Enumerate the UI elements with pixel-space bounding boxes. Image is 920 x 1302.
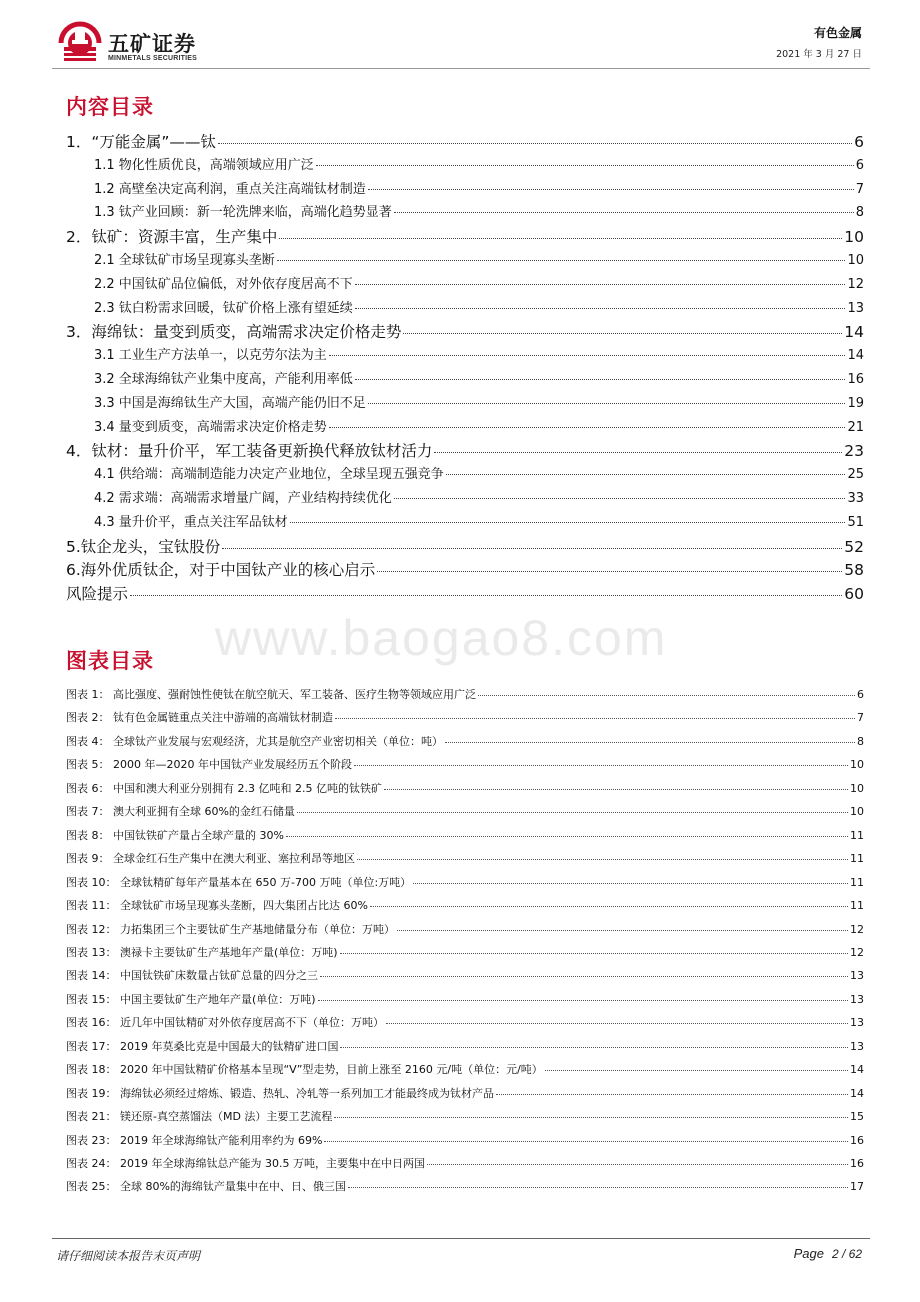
figure-entry[interactable]	[66, 733, 864, 751]
figure-entry-label: 图表 18： 2020 年中国钛精矿价格基本呈现“V”型走势，目前上涨至 2160 元/吨（单位：元/吨）	[66, 1063, 543, 1077]
dot-leader	[222, 548, 842, 549]
toc-entry-label: 3．海绵钛：量变到质变，高端需求决定价格走势	[66, 323, 402, 342]
dot-leader	[368, 403, 846, 404]
dot-leader	[297, 812, 848, 813]
toc-entry-page: 60	[844, 585, 864, 604]
toc-entry-label: 5.钛企龙头，宝钛股份	[66, 537, 221, 556]
dot-leader	[355, 284, 846, 285]
dot-leader	[445, 742, 855, 743]
figure-entry-label: 图表 21： 镁还原-真空蒸馏法（MD 法）主要工艺流程	[66, 1110, 333, 1124]
page-word: Page	[793, 1246, 824, 1261]
dot-leader	[316, 165, 854, 166]
toc-entry-label: 3.2 全球海绵钛产业集中度高，产能利用率低	[94, 372, 353, 387]
figure-entry-page: 11	[850, 828, 864, 842]
figure-entry-label: 图表 4： 全球钛产业发展与宏观经济，尤其是航空产业密切相关（单位：吨）	[66, 734, 443, 748]
toc-entry-page: 12	[847, 276, 864, 292]
figure-entry-label: 图表 12： 力拓集团三个主要钛矿生产基地储量分布（单位：万吨）	[66, 922, 395, 936]
dot-leader	[335, 718, 855, 719]
dot-leader	[286, 836, 848, 837]
toc-entry-label: 2．钛矿：资源丰富，生产集中	[66, 228, 278, 247]
figure-entry-page: 13	[850, 992, 864, 1006]
figure-entry-label: 图表 10： 全球钛精矿每年产量基本在 650 万-700 万吨（单位:万吨）	[66, 875, 412, 889]
industry-label: 有色金属	[813, 26, 862, 40]
dot-leader	[384, 789, 848, 790]
toc-entry-page: 23	[844, 442, 864, 461]
figure-entry-page: 11	[850, 852, 864, 866]
dot-leader	[397, 930, 848, 931]
dot-leader	[368, 189, 854, 190]
toc-entry-section[interactable]	[94, 487, 864, 507]
figure-entry-page: 11	[850, 875, 864, 889]
toc-entry-page: 33	[847, 491, 864, 506]
dot-leader	[496, 1094, 848, 1095]
figure-entry[interactable]	[66, 709, 864, 727]
footer-divider	[52, 1238, 870, 1239]
figure-entry[interactable]	[66, 944, 864, 962]
figure-entry-label: 图表 5： 2000 年—2020 年中国钛产业发展经历五个阶段	[66, 758, 352, 772]
toc-entry-section[interactable]	[94, 511, 864, 531]
dot-leader	[355, 308, 846, 309]
toc-entry-label: 1.1 物化性质优良，高端领域应用广泛	[94, 157, 314, 173]
dot-leader	[329, 427, 846, 428]
figure-entry-label: 图表 9： 全球金红石生产集中在澳大利亚、塞拉利昂等地区	[66, 852, 355, 866]
figure-entry[interactable]	[66, 756, 864, 774]
figure-entry-page: 6	[857, 688, 864, 701]
toc-entry-chapter[interactable]	[66, 225, 864, 247]
toc-entry-page: 14	[844, 323, 864, 342]
dot-leader	[394, 212, 854, 213]
toc-entry-label: 2.2 中国钛矿品位偏低，对外依存度居高不下	[94, 276, 353, 292]
dot-leader	[130, 595, 842, 596]
figure-entry[interactable]	[66, 897, 864, 915]
dot-leader	[394, 498, 846, 499]
figure-entry-page: 10	[850, 758, 864, 772]
figure-entry-page: 10	[850, 781, 864, 795]
page-number: 2 / 62	[831, 1247, 862, 1261]
figure-entry-label: 图表 11： 全球钛矿市场呈现寡头垄断，四大集团占比达 60%	[66, 899, 368, 913]
toc-entry-page: 25	[847, 467, 864, 483]
figure-entry-page: 16	[850, 1133, 864, 1147]
figure-entry-label: 图表 14： 中国钛铁矿床数量占钛矿总量的四分之三	[66, 969, 318, 983]
dot-leader	[290, 522, 846, 523]
dot-leader	[329, 355, 846, 356]
dot-leader	[320, 976, 848, 977]
toc-entry-label: 3.3 中国是海绵钛生产大国，高端产能仍旧不足	[94, 395, 366, 411]
figure-entry-label: 图表 13： 澳禄卡主要钛矿生产基地年产量(单位：万吨)	[66, 945, 338, 959]
figure-entry-page: 13	[850, 969, 864, 983]
dot-leader	[354, 765, 848, 766]
figure-entry[interactable]	[66, 1061, 864, 1079]
toc-entry-page: 19	[847, 395, 864, 411]
toc-entry-section[interactable]	[94, 392, 864, 412]
dot-leader	[386, 1023, 848, 1024]
figure-entry[interactable]	[66, 1178, 864, 1196]
figure-entry[interactable]	[66, 1132, 864, 1150]
watermark: www.baogao8.com	[215, 610, 668, 666]
header-divider	[52, 68, 870, 69]
figure-entry-label: 图表 6： 中国和澳大利亚分别拥有 2.3 亿吨和 2.5 亿吨的钛铁矿	[66, 781, 382, 795]
toc-entry-chapter[interactable]	[66, 130, 864, 152]
toc-entry-page: 16	[847, 372, 864, 387]
toc-entry-page: 13	[847, 300, 864, 316]
toc-entry-section[interactable]	[94, 249, 864, 269]
toc-entry-chapter[interactable]	[66, 558, 864, 580]
dot-leader	[413, 883, 848, 884]
toc-title: 内容目录	[66, 95, 154, 119]
figure-entry[interactable]	[66, 991, 864, 1009]
toc-entry-label: 风险提示	[66, 585, 129, 604]
toc-entry-section[interactable]	[94, 463, 864, 483]
toc-entry-page: 6	[855, 157, 864, 173]
figure-entry-label: 图表 25： 全球 80%的海绵钛产量集中在中、日、俄三国	[66, 1180, 346, 1194]
figure-entry-page: 14	[850, 1063, 864, 1077]
dot-leader	[357, 859, 848, 860]
toc-entry-label: 2.3 钛白粉需求回暖，钛矿价格上涨有望延续	[94, 300, 353, 316]
dot-leader	[218, 143, 852, 144]
toc-entry-page: 51	[847, 514, 864, 530]
dot-leader	[279, 238, 842, 239]
figure-entry-page: 8	[857, 734, 864, 748]
dot-leader	[446, 474, 846, 475]
toc-entry-section[interactable]	[94, 368, 864, 388]
toc-entry-section[interactable]	[94, 344, 864, 364]
dot-leader	[403, 333, 842, 334]
toc-entry-label: 4.2 需求端：高端需求增量广阔，产业结构持续优化	[94, 491, 392, 506]
figure-entry[interactable]	[66, 850, 864, 868]
figure-entry-page: 7	[857, 711, 864, 725]
minmetals-logo-icon	[58, 13, 102, 63]
figure-entry[interactable]	[66, 1085, 864, 1103]
toc-entry-section[interactable]	[94, 178, 864, 198]
dot-leader	[324, 1141, 848, 1142]
toc-entry-page: 21	[847, 419, 864, 435]
toc-entry-page: 14	[847, 348, 864, 364]
toc-entry-chapter[interactable]	[66, 535, 864, 557]
toc-entry-section[interactable]	[94, 273, 864, 293]
dot-leader	[277, 260, 846, 261]
figure-entry[interactable]	[66, 1108, 864, 1126]
figure-entry-label: 图表 8： 中国钛铁矿产量占全球产量的 30%	[66, 828, 284, 842]
footer-page	[794, 1246, 862, 1261]
report-date: 2021 年 3 月 27 日	[776, 49, 862, 60]
toc-entry-page: 10	[847, 253, 864, 268]
figure-entry[interactable]	[66, 686, 864, 704]
toc-entry-page: 52	[844, 537, 864, 556]
figure-entry-label: 图表 1： 高比强度、强耐蚀性使钛在航空航天、军工装备、医疗生物等领域应用广泛	[66, 688, 476, 701]
footer-disclaimer: 请仔细阅读本报告末页声明	[56, 1249, 201, 1263]
company-name-en: MINMETALS SECURITIES	[108, 55, 198, 62]
figure-entry-page: 12	[850, 922, 864, 936]
toc-entry-label: 4.3 量升价平，重点关注军品钛材	[94, 514, 288, 530]
toc-entry-page: 10	[844, 228, 864, 247]
toc-entry-page: 6	[854, 133, 864, 151]
figure-entry-page: 14	[850, 1086, 864, 1100]
toc-entry-section[interactable]	[94, 416, 864, 436]
figure-entry-page: 10	[850, 805, 864, 819]
page-header	[0, 0, 920, 80]
toc-entry-label: 3.4 量变到质变，高端需求决定价格走势	[94, 419, 327, 435]
toc-entry-label: 2.1 全球钛矿市场呈现寡头垄断	[94, 253, 275, 268]
dot-leader	[340, 1047, 848, 1048]
toc-entry-label: 1.2 高壁垒决定高利润，重点关注高端钛材制造	[94, 181, 366, 197]
figure-entry[interactable]	[66, 1038, 864, 1056]
dot-leader	[545, 1070, 848, 1071]
toc-entry-chapter[interactable]	[66, 439, 864, 461]
toc-entry-label: 1．“万能金属”——钛	[66, 133, 216, 151]
company-name-cn: 五矿证券	[108, 32, 196, 56]
figure-entry-label: 图表 24： 2019 年全球海绵钛总产能为 30.5 万吨，主要集中在中日两国	[66, 1157, 425, 1170]
dot-leader	[340, 953, 848, 954]
figure-entry[interactable]	[66, 967, 864, 985]
figure-entry-page: 11	[850, 899, 864, 913]
figure-entry-page: 13	[850, 1039, 864, 1053]
toc-entry-label: 4．钛材：量升价平，军工装备更新换代释放钛材活力	[66, 442, 433, 461]
figure-entry-page: 16	[850, 1157, 864, 1170]
figure-entry[interactable]	[66, 1014, 864, 1032]
figure-entry-label: 图表 15： 中国主要钛矿生产地年产量(单位：万吨)	[66, 992, 316, 1006]
dot-leader	[434, 452, 842, 453]
figure-entry-page: 12	[850, 945, 864, 959]
toc-entry-section[interactable]	[94, 201, 864, 221]
dot-leader	[427, 1164, 848, 1165]
dot-leader	[348, 1187, 848, 1188]
dot-leader	[318, 1000, 848, 1001]
dot-leader	[334, 1117, 848, 1118]
toc-entry-section[interactable]	[94, 297, 864, 317]
figure-entry[interactable]	[66, 874, 864, 892]
figure-entry-label: 图表 19： 海绵钛必须经过熔炼、锻造、热轧、冷轧等一系列加工才能最终成为钛材产品	[66, 1086, 494, 1100]
toc-entry-label: 4.1 供给端：高端制造能力决定产业地位，全球呈现五强竞争	[94, 467, 444, 483]
figure-entry-label: 图表 23： 2019 年全球海绵钛产能利用率约为 69%	[66, 1133, 323, 1147]
dot-leader	[355, 379, 846, 380]
figure-entry-label: 图表 16： 近几年中国钛精矿对外依存度居高不下（单位：万吨）	[66, 1016, 384, 1030]
figure-entry-label: 图表 7： 澳大利亚拥有全球 60%的金红石储量	[66, 805, 295, 819]
figure-entry[interactable]	[66, 827, 864, 845]
figure-entry[interactable]	[66, 780, 864, 798]
figures-title: 图表目录	[66, 649, 154, 673]
figure-entry[interactable]	[66, 803, 864, 821]
toc-entry-label: 3.1 工业生产方法单一，以克劳尔法为主	[94, 348, 327, 364]
toc-entry-page: 58	[844, 561, 864, 580]
figure-entry[interactable]	[66, 921, 864, 939]
toc-entry-page: 8	[855, 205, 864, 221]
figure-entry-label: 图表 2： 钛有色金属链重点关注中游端的高端钛材制造	[66, 711, 333, 725]
figure-entry[interactable]	[66, 1155, 864, 1173]
toc-entry-chapter[interactable]	[66, 320, 864, 342]
toc-entry-label: 1.3 钛产业回顾：新一轮洗牌来临，高端化趋势显著	[94, 205, 392, 221]
toc-entry-page: 7	[855, 181, 864, 197]
dot-leader	[478, 695, 855, 696]
figure-entry-page: 13	[850, 1016, 864, 1030]
toc-entry-chapter[interactable]	[66, 582, 864, 604]
dot-leader	[370, 906, 848, 907]
figure-entry-label: 图表 17： 2019 年莫桑比克是中国最大的钛精矿进口国	[66, 1039, 339, 1053]
toc-entry-label: 6.海外优质钛企，对于中国钛产业的核心启示	[66, 561, 376, 580]
toc-entry-section[interactable]	[94, 154, 864, 174]
figure-entry-page: 15	[850, 1110, 864, 1124]
figure-entry-page: 17	[850, 1180, 864, 1194]
dot-leader	[377, 571, 842, 572]
